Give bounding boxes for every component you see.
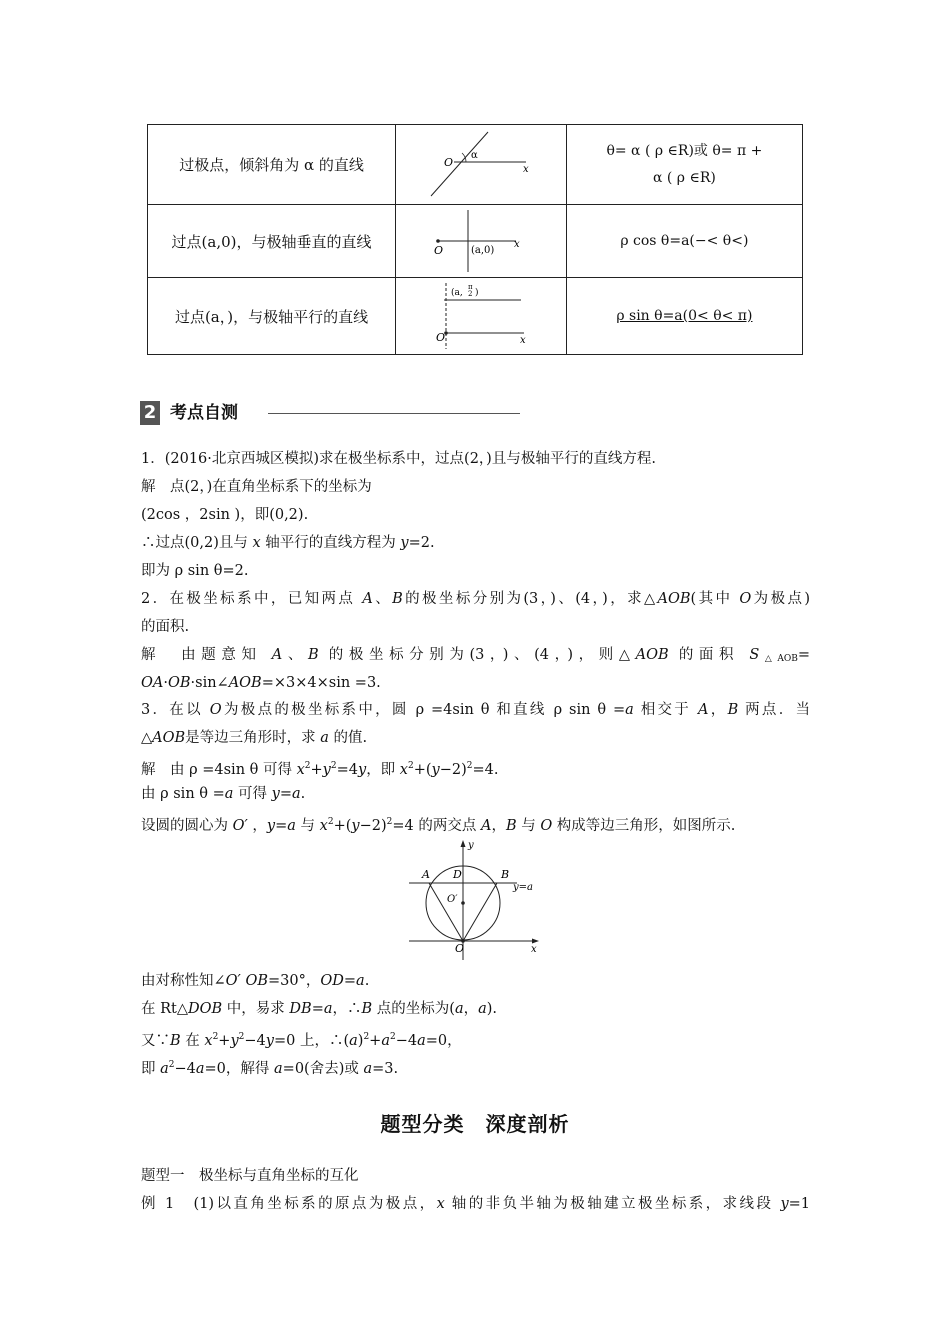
circle-triangle-figure (405, 838, 545, 963)
solution-line: 又∵B 在 $x^2+y^2-4y=0$ 上，$\therefore(a)^2+a^2-4a=0$， (141, 1032, 462, 1049)
solution-line: OA·OB·sin∠AOB=×3×4×sin =3. (141, 675, 381, 691)
section-header (140, 401, 530, 427)
table-cell-figure (396, 278, 567, 355)
table-cell-desc: 过极点，倾斜角为 α 的直线 (148, 125, 396, 205)
solution-line: 由对称性知∠O′ OB=30°，OD=a. (141, 973, 370, 989)
section-divider (268, 413, 520, 414)
solution-line: 即为 ρ sin θ=2. (141, 563, 249, 579)
problem-2: 2．在极坐标系中，已知两点 A、B的极坐标分别为(3，)、(4，)，求△AOB(其中 O为极点) (141, 591, 811, 607)
fig-label-x: x (531, 944, 537, 955)
fig-label-o: O (455, 942, 465, 955)
solution-line: 设圆的圆心为 O′ ，y=a 与 $x^2+(y-2)^2=4$ 的两交点 A，B 与 O 构成等边三角形，如图所示. (141, 817, 736, 834)
fig-label-x: x (522, 163, 529, 175)
table-cell-desc: 过点(a，)，与极轴平行的直线 (148, 278, 396, 355)
topic-title: 题型一 极坐标与直角坐标的互化 (141, 1168, 359, 1184)
vertical-line-figure (426, 208, 536, 274)
fig-label-paren: ) (474, 288, 479, 298)
fig-label-d: D (453, 868, 462, 881)
fig-label-o: O (443, 155, 453, 169)
section-number: 2 (140, 401, 160, 425)
fig-label-pi: π (467, 283, 473, 291)
equation-line: θ= α ( ρ ∈R)或 θ= π + (606, 142, 763, 159)
solution-line: 解 由 ρ =4sin θ 可得 $x^2+y^2=4y$，即 $x^2+(y-2)^2=4$. (141, 761, 499, 778)
solution-line: ∴过点(0,2)且与 x 轴平行的直线方程为 y=2. (141, 535, 435, 551)
fig-label-point: (a,0) (470, 245, 495, 256)
line-through-pole-figure (426, 130, 536, 200)
fig-label-b: B (501, 868, 510, 881)
table-cell-equation (566, 278, 802, 355)
solution-line: 解 由题意知 A、B 的极坐标分别为(3，)、(4，)，则△AOB 的面积 $S_{\triangle AOB}=$ (141, 647, 811, 664)
table-cell-equation (566, 125, 802, 205)
fig-label-x: x (519, 335, 526, 346)
solution-line: 即 $a^2-4a=0$，解得 a=0(舍去)或 a=3. (141, 1060, 399, 1077)
table-cell-figure (396, 125, 567, 205)
table-row (148, 278, 803, 355)
solution-line: 在 Rt△DOB 中，易求 DB=a，∴B 点的坐标为(a，a). (141, 1001, 498, 1017)
fig-label-o: O (435, 331, 445, 344)
table-cell-desc: 过点(a,0)，与极轴垂直的直线 (148, 205, 396, 278)
polar-line-table (147, 124, 803, 355)
equation-line: ρ sin θ=a(0< θ< π) (616, 307, 753, 324)
section-title: 考点自测 (170, 403, 238, 423)
equation-line: α ( ρ ∈R) (652, 169, 716, 186)
solution-line: 由 ρ sin θ =a 可得 y=a. (141, 786, 306, 802)
fig-label-a: (a, (450, 288, 463, 298)
chapter-heading: 题型分类 深度剖析 (380, 1112, 570, 1136)
horizontal-line-figure (426, 281, 536, 351)
problem-line: △AOB是等边三角形时，求 a 的值. (141, 730, 368, 746)
problem-line: 的面积. (141, 619, 190, 635)
solution-line: 解 点(2，)在直角坐标系下的坐标为 (141, 479, 372, 495)
table-row (148, 125, 803, 205)
fig-label-2: 2 (467, 290, 473, 298)
fig-label-o-prime: O′ (447, 894, 458, 905)
fig-label-a: A (422, 868, 430, 881)
fig-label-y-eq-a: y=a (513, 882, 533, 893)
example-1: 例 1 (1)以直角坐标系的原点为极点，x 轴的非负半轴为极轴建立极坐标系，求线段 y=1 (141, 1196, 811, 1212)
problem-1: 1．(2016·北京西城区模拟)求在极坐标系中，过点(2，)且与极轴平行的直线方程. (141, 451, 656, 467)
fig-label-alpha: α (470, 149, 478, 161)
fig-label-o: O (433, 244, 443, 257)
fig-label-x: x (513, 239, 520, 250)
table-cell-equation: ρ cos θ=a(−< θ<) (566, 205, 802, 278)
table-row (148, 205, 803, 278)
fig-label-y: y (468, 840, 474, 851)
problem-3: 3．在以 O为极点的极坐标系中，圆 ρ =4sin θ 和直线 ρ sin θ =a 相交于 A，B 两点．当 (141, 702, 811, 718)
solution-line: (2cos ，2sin )，即(0,2). (141, 507, 309, 523)
table-cell-figure (396, 205, 567, 278)
